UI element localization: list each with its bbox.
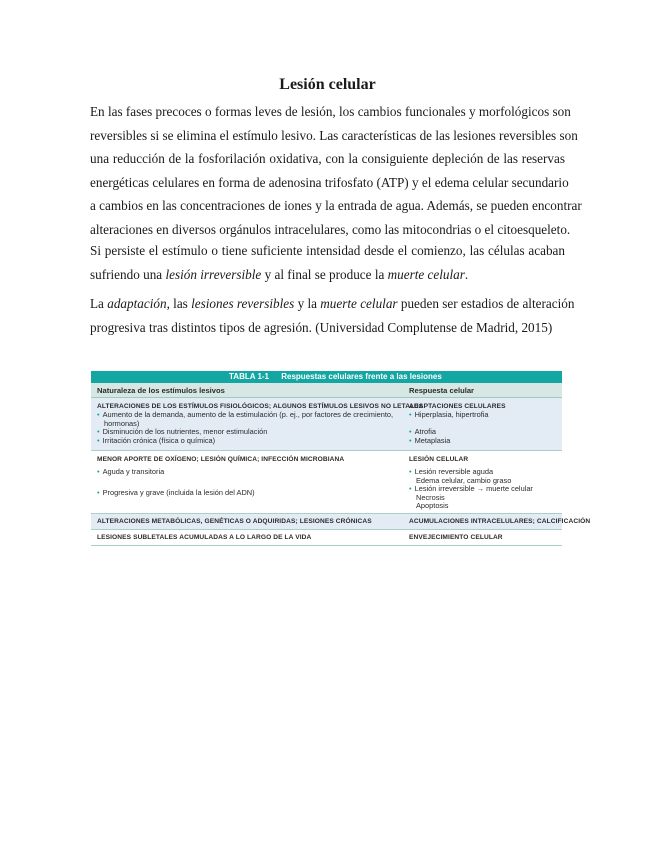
- list-item: • Progresiva y grave (incluida la lesión del ADN): [97, 489, 397, 497]
- list-item: • Lesión reversible aguda: [409, 468, 559, 476]
- emphasis: lesiones reversibles: [191, 296, 295, 311]
- table-cell-left: [97, 518, 397, 526]
- table-cell-right: [409, 403, 559, 445]
- table-title-bar: [91, 371, 562, 383]
- list-item: • Atrofia: [409, 428, 559, 436]
- paragraph-3-line-1: [90, 292, 575, 316]
- paragraph-1-line: a cambios en las concentraciones de iones y la entrada de agua. Además, se pueden encontrar: [90, 198, 582, 214]
- text-run: pueden ser estadios de alteración: [397, 296, 575, 311]
- paragraph-2-line: Si persiste el estímulo o tiene suficiente intensidad desde el comienzo, las células acaban: [90, 243, 565, 258]
- row-category: MENOR APORTE DE OXÍGENO; LESIÓN QUÍMICA; INFECCIÓN MICROBIANA: [97, 456, 345, 463]
- list-item: • Irritación crónica (física o química): [97, 437, 397, 445]
- table-cell-left: [97, 534, 397, 542]
- table-header-right: Respuesta celular: [409, 386, 474, 395]
- table-title: Respuestas celulares frente a las lesiones: [281, 372, 442, 381]
- table-cell-right: [409, 518, 591, 526]
- text-run: y la: [294, 296, 321, 311]
- emphasis: muerte celular: [320, 296, 398, 311]
- row-category: LESIÓN CELULAR: [409, 456, 469, 463]
- table-header-left: Naturaleza de los estímulos lesivos: [97, 386, 225, 395]
- spacer: [97, 477, 397, 489]
- paragraph-1-line: energéticas celulares en forma de adenosina trifosfato (ATP) y el edema celular secundario: [90, 174, 569, 190]
- text-run: La: [90, 296, 108, 311]
- paragraph-3-line-2: progresiva tras distintos tipos de agresión. (Universidad Complutense de Madrid, 2015): [90, 319, 553, 335]
- paragraph-1: [90, 100, 582, 242]
- row-category: ENVEJECIMIENTO CELULAR: [409, 534, 503, 541]
- table-row: [91, 514, 591, 530]
- text-run: sufriendo una: [90, 266, 166, 282]
- list-item: • Disminución de los nutrientes, menor estimulación: [97, 428, 397, 436]
- table-cell-left: [97, 456, 397, 497]
- list-item: • Metaplasia: [409, 437, 559, 445]
- emphasis: adaptación: [107, 296, 167, 311]
- table-number: TABLA 1-1: [229, 372, 269, 381]
- paragraph-3: [90, 292, 575, 339]
- text-run: y al final se produce la: [261, 266, 388, 282]
- paragraph-1-line: reversibles si se elimina el estímulo lesivo. Las características de las lesiones reversibles son: [90, 127, 578, 143]
- list-item: • Hiperplasia, hipertrofia: [409, 411, 559, 419]
- emphasis: lesión irreversible: [165, 266, 262, 282]
- list-item: • Lesión irreversible → muerte celular: [409, 485, 559, 493]
- list-item: • Aumento de la demanda, aumento de la estimulación (p. ej., por factores de crecimiento,: [97, 411, 397, 419]
- list-item: hormonas): [104, 418, 140, 428]
- table-cell-right: [409, 456, 559, 510]
- page-title: Lesión celular: [279, 76, 376, 93]
- table-cell-right: [409, 534, 559, 542]
- list-item: Necrosis: [416, 492, 445, 502]
- paragraph-1-line: En las fases precoces o formas leves de lesión, los cambios funcionales y morfológicos son: [90, 104, 571, 119]
- row-category: ALTERACIONES DE LOS ESTÍMULOS FISIOLÓGICOS; ALGUNOS ESTÍMULOS LESIVOS NO LETALES: [97, 403, 424, 410]
- paragraph-1-line: una reducción de la fosforilación oxidativa, con la consiguiente depleción de las reservas: [90, 151, 565, 167]
- table-header-row: [91, 383, 562, 398]
- table-cell-responses: [91, 371, 591, 546]
- row-category: ACUMULACIONES INTRACELULARES; CALCIFICACIÓN: [409, 518, 591, 525]
- row-category: ALTERACIONES METABÓLICAS, GENÉTICAS O ADQUIRIDAS; LESIONES CRÓNICAS: [97, 518, 372, 525]
- row-category: ADAPTACIONES CELULARES: [409, 403, 506, 410]
- paragraph-1-line: alteraciones en diversos orgánulos intracelulares, como las mitocondrias o el citoesqueleto.: [90, 221, 571, 237]
- text-run: , las: [166, 296, 192, 311]
- table-row: [91, 451, 562, 514]
- paragraph-2: [90, 239, 565, 286]
- emphasis: muerte celular: [387, 266, 465, 282]
- table-row: [91, 530, 562, 546]
- list-item: Apoptosis: [416, 501, 449, 511]
- row-category: LESIONES SUBLETALES ACUMULADAS A LO LARGO DE LA VIDA: [97, 534, 312, 541]
- table-row: [91, 398, 562, 451]
- list-item: Edema celular, cambio graso: [416, 475, 512, 485]
- paragraph-2-line-2: [90, 263, 565, 287]
- table-cell-left: [97, 403, 424, 445]
- text-run: .: [464, 266, 469, 282]
- list-item: • Aguda y transitoria: [97, 468, 397, 476]
